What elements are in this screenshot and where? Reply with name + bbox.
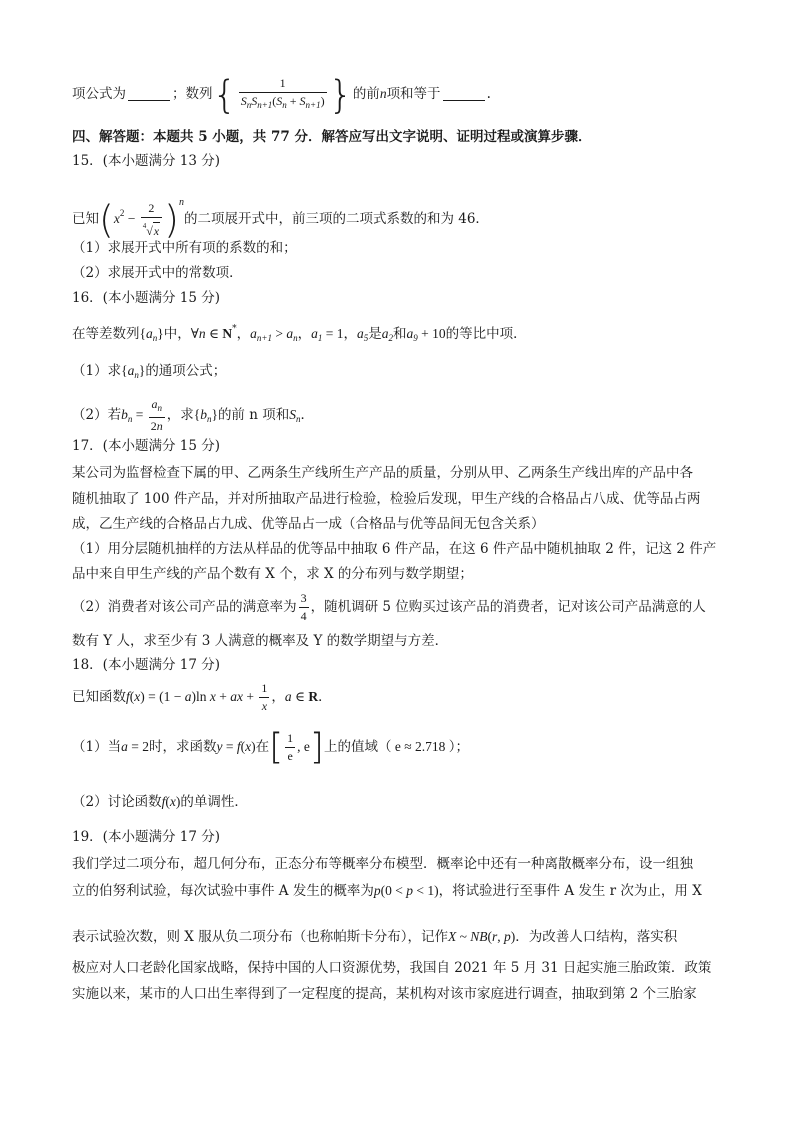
period: . [486,86,491,102]
math: $x^2$ [113,208,125,226]
text: 时，求函数 [148,739,217,755]
text: ，将试验进行至事件 A 发生 r 次为止，用 X [438,883,702,899]
paren: ) [164,197,179,242]
text: 项和等于 [386,86,441,102]
q19-line: 极应对人口老龄化国家战略，保持中国的人口资源优势，我国自 2021 年 5 月 31 日起实施三胎政策．政策 [72,960,712,976]
var-n: n [379,86,387,101]
q16-part2: （2）若$b_n$ = $\frac{a_n}{2n}$ ，求$\{b_n\}$的前 n 项和$S_n$． [72,397,314,433]
q18-part1: （1）当a = 2时，求函数y = f(x)在[ $\frac{1}{e}$ , e]上的值域（ e ≈ 2.718 ）； [72,726,469,768]
text: （1）当 [72,739,122,755]
text: ． [300,407,314,423]
fraction: $\frac{1}{x}$ [261,681,268,713]
text: （1）求 [72,363,122,379]
answer-blank[interactable] [443,100,485,101]
text: 表示试验次数，则 X 服从负二项分布（也称帕斯卡分布），记作 [72,929,448,945]
text: 立的伯努利试验，每次试验中事件 A 发生的概率为 [72,883,374,899]
text: ，随机调研 5 位购买过该产品的消费者，记对该公司产品满意的人 [310,599,706,615]
q17-header: 17．(本小题满分 15 分) [72,438,220,454]
q19-line: 立的伯努利试验，每次试验中事件 A 发生的概率为p(0 < p < 1)，将试验进行至事件 A 发生 r 次为止，用 X [72,883,702,899]
q15-header: 15．(本小题满分 13 分) [72,153,220,169]
q17-line: 某公司为监督检查下属的甲、乙两条生产线所生产产品的质量，分别从甲、乙两条生产线出库的产品中各 [72,465,693,481]
bracket: [ [269,726,284,768]
fraction: $\frac{2}{^4√x}$ [141,200,162,240]
text: ）； [448,739,469,755]
bracket: ] [309,726,324,768]
q17-line: （1）用分层随机抽样的方法从样品的优等品中抽取 6 件产品，在这 6 件产品中随机抽取 2 件，记这 2 件产 [72,541,717,557]
fraction: $\frac{1}{S_nS_{n+1}(S_n + S_{n+1})}$ [240,76,325,110]
q16-part1: （1）求$\{a_n\}$的通项公式； [72,363,227,380]
fraction: $\frac{a_n}{2n}$ [150,397,163,433]
q18-header: 18．(本小题满分 17 分) [72,657,220,673]
q17-line: 数有 Y 人，求至少有 3 人满意的概率及 Y 的数学期望与方差． [72,633,449,649]
text: 的等比中项． [445,326,527,342]
text: （2）讨论函数 [72,794,162,810]
fill-blank-line [72,72,491,117]
q17-line: 成，乙生产线的合格品占九成、优等品占一成（合格品与优等品间无包含关系） [72,516,545,532]
q19-line: 我们学过二项分布，超几何分布，正态分布等概率分布模型．概率论中还有一种离散概率分布，设一组独 [72,856,693,872]
text: 已知 [72,211,99,227]
text: 已知函数 [72,689,126,705]
q16-header: 16．(本小题满分 15 分) [72,290,220,306]
q18-stem: 已知函数f(x) = (1 − a)ln x + ax + $\frac{1}{x}$ ，a ∈ R． [72,681,332,713]
q15-part2: （2）求展开式中的常数项． [72,265,243,281]
text: ．为改善人口结构，落实积 [515,929,678,945]
q19-header: 19．(本小题满分 17 分) [72,829,220,845]
q17-line: 品中来自甲生产线的产品个数有 X 个，求 X 的分布列与数学期望； [72,566,473,582]
q16-stem: 在等差数列$\{a_n\}$中，∀n ∈ N*，$a_{n+1} > a_n$，$a_1 = 1$，$a_5$是$a_2$和$a_9 + 10$的等比中项． [72,324,527,343]
fraction: $\frac{1}{e}$ [287,731,294,763]
q18-part2: （2）讨论函数f(x)的单调性． [72,794,248,810]
text: 的通项公式； [145,363,227,379]
text: 的二项展开式中，前三项的二项式系数的和为 46． [183,211,489,227]
text: 的单调性． [180,794,248,810]
paren: ( [99,197,114,242]
text: 是 [368,326,382,342]
text: 上的值域（ [323,739,392,755]
q17-line [72,588,706,626]
answer-blank[interactable] [128,100,170,101]
text: 在 [255,739,270,755]
text: ，求 [166,407,194,423]
text: 的前 n 项和 [217,407,290,423]
text: ；数列 [172,86,213,102]
q19-line: 实施以来，某市的人口出生率得到了一定程度的提高，某机构对该市家庭进行调查，抽取到第 2 个三胎家 [72,986,697,1002]
right-brace: } [328,72,353,117]
left-brace: { [212,72,237,117]
text: （2）若 [72,407,122,423]
section-title: 四、解答题：本题共 5 小题，共 77 分．解答应写出文字说明、证明过程或演算步骤． [72,129,592,145]
text: 在等差数列 [72,326,140,342]
fraction: $\frac{3}{4}$ [300,591,307,623]
text: 的前 [352,86,380,102]
q15-stem: 已知($x^2$ − $\frac{2}{^4√x}$ )$^n$的二项展开式中，前三项的二项式系数的和为 46． [72,197,489,242]
text: （2）消费者对该公司产品的满意率为 [72,599,297,615]
q19-line: 表示试验次数，则 X 服从负二项分布（也称帕斯卡分布），记作X ~ NB(r, p)．为改善人口结构，落实积 [72,929,678,945]
text: 项公式为 [72,86,126,102]
q17-line: 随机抽取了 100 件产品，并对所抽取产品进行检验，检验后发现，甲生产线的合格品占八成、优等品占两 [72,491,701,507]
q15-part1: （1）求展开式中所有项的系数的和； [72,240,297,256]
